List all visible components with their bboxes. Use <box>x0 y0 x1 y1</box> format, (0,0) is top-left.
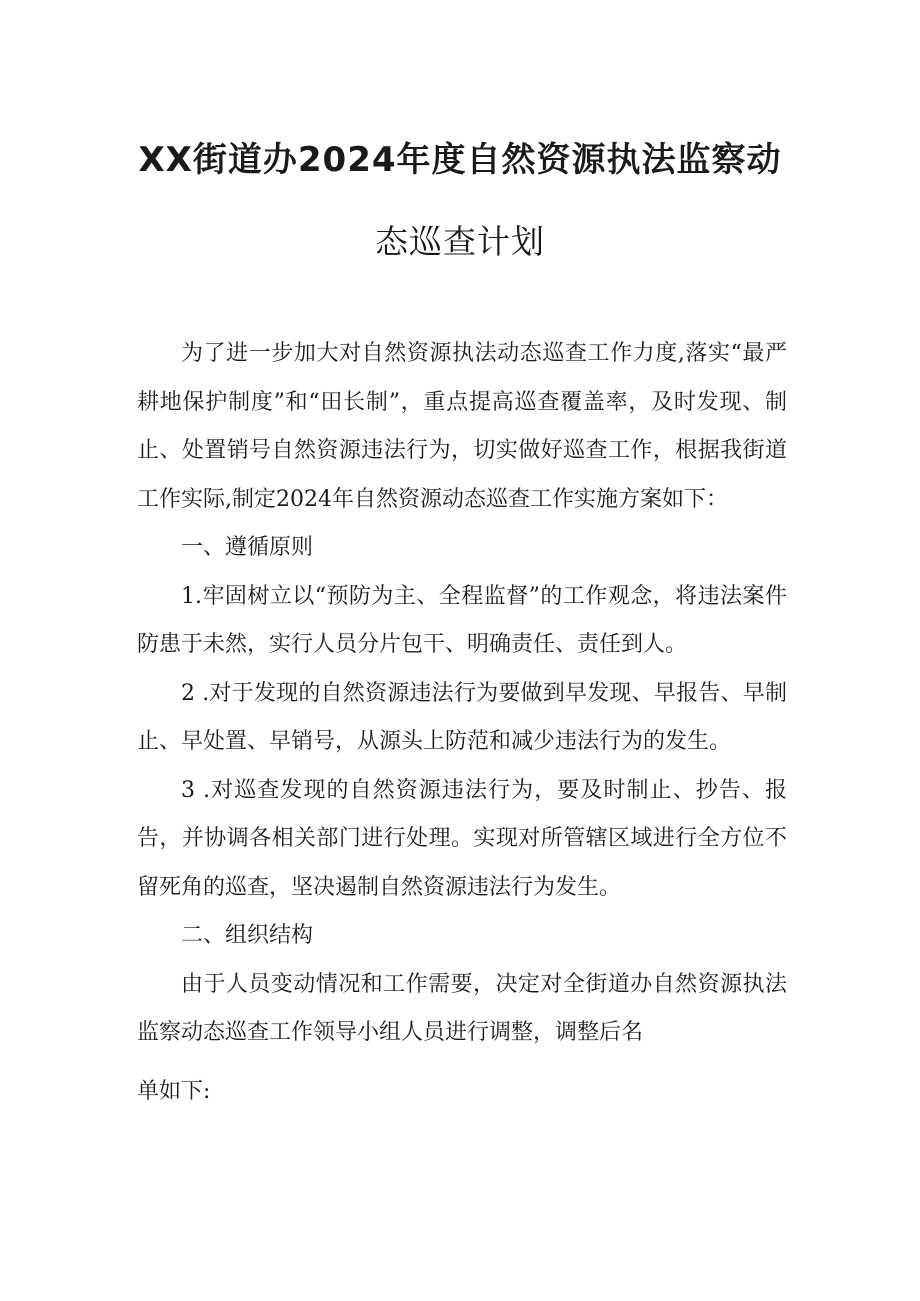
paragraph-principle-1: 1.牢固树立以“预防为主、全程监督”的工作观念，将违法案件防患于未然，实行人员分片包干、明确责任、责任到人。 <box>137 583 787 657</box>
document-title-line1: XX街道办2024年度自然资源执法监察动 <box>138 140 782 180</box>
section-heading-principles: 一、遵循原则 <box>181 535 314 560</box>
section-heading-organization: 二、组织结构 <box>181 923 314 948</box>
paragraph-tail: 单如下: <box>137 1078 211 1104</box>
document-body <box>137 330 787 1116</box>
paragraph-intro: 为了进一步加大对自然资源执法动态巡查工作力度,落实“最严耕地保护制度”和“田长制”，重点提高巡查覆盖率，及时发现、制止、处置销号自然资源违法行为，切实做好巡查工作，根据我街道工作实际,制定2024年自然资源动态巡查工作实施方案如下： <box>137 341 787 512</box>
paragraph-principle-2: 2 .对于发现的自然资源违法行为要做到早发现、早报告、早制止、早处置、早销号，从源头上防范和减少违法行为的发生。 <box>137 680 787 754</box>
document-title-line2: 态巡查计划 <box>375 222 545 261</box>
paragraph-principle-3: 3 .对巡查发现的自然资源违法行为，要及时制止、抄告、报告，并协调各相关部门进行处理。实现对所管辖区域进行全方位不留死角的巡查，坚决遏制自然资源违法行为发生。 <box>137 777 787 900</box>
paragraph-organization: 由于人员变动情况和工作需要，决定对全街道办自然资源执法监察动态巡查工作领导小组人员进行调整，调整后名 <box>137 971 787 1045</box>
